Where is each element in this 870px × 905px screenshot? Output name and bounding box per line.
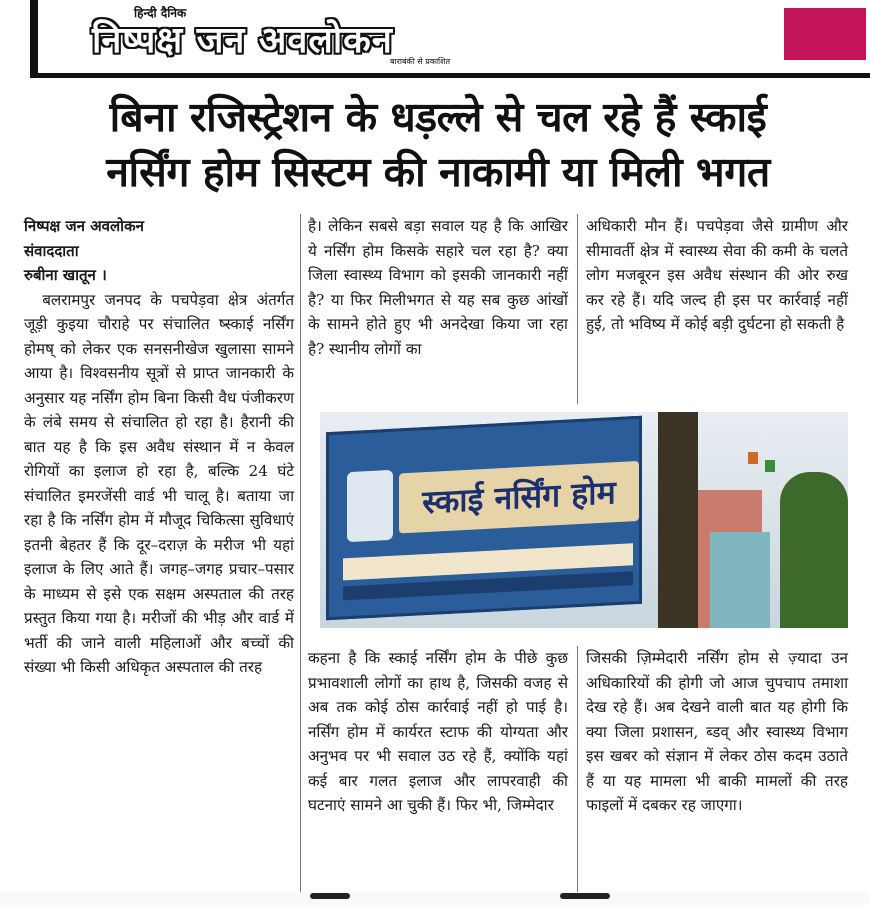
byline-source: निष्पक्ष जन अवलोकन — [24, 217, 144, 235]
masthead-tagline: बाराबंकी से प्रकाशित — [390, 57, 451, 66]
article-paragraph: बलरामपुर जनपद के पचपेड़वा क्षेत्र अंतर्गत जूड़ी कुइया चौराहे पर संचालित ष्स्काई नर्सिंग होमष् को लेकर एक सनसनीखेज खुलासा सामने आया है। विश्वसनीय सूत्रों से प्राप्त जानकारी के अनुसार यह नर्सिंग होम बिना किसी वैध पंजीकरण के लंबे समय से संचालित हो रहा है। हैरानी की बात यह है कि इस अवैध संस्थान में न केवल रोगियों का इलाज हो रहा है, बल्कि 24 घंटे संचालित इमरजेंसी वार्ड भी चालू है। बताया जा रहा है कि नर्सिंग होम में मौजूद चिकित्सा सुविधाएं इतनी बेहतर हैं कि दूर–दराज़ के मरीज भी यहां इलाज के लिए आते हैं। जगह–जगह प्रचार–पसार के माध्यम से इसे एक सक्षम अस्पताल की तरह प्रस्तुत किया गया है। मरीजों की भीड़ और वार्ड में भर्ती की जाने वाली महिलाओं और बच्चों की संख्या भी किसी अधिकृत अस्पताल की तरह — [24, 290, 294, 676]
masthead — [30, 0, 870, 78]
headline-line-1: बिना रजिस्ट्रेशन के धड़ल्ले से चल रहे हैं स्काई — [109, 93, 767, 141]
article-column-3-top: अधिकारी मौन हैं। पचपेड़वा जैसे ग्रामीण और सीमावर्ती क्षेत्र में स्वास्थ्य सेवा की कमी के चलते लोग मजबूरन इस अवैध संस्थान की ओर रुख कर रहे हैं। यदि जल्द ही इस पर कार्रवाई नहीं हुई, तो भविष्य में कोई बड़ी दुर्घटना हो सकती है — [586, 217, 848, 333]
masthead-accent-box — [784, 8, 866, 60]
cut-off-text-fragment — [560, 893, 610, 899]
article-column-1 — [24, 214, 294, 680]
photo-building — [710, 532, 770, 628]
byline-reporter: रुबीना खातून । — [24, 266, 107, 284]
photo-flag — [748, 452, 758, 464]
signboard-logo-icon — [347, 470, 393, 542]
nursing-home-signboard — [326, 416, 642, 621]
photo-tree — [780, 472, 848, 628]
column-divider — [300, 214, 301, 892]
article-column-2-bottom: कहना है कि स्काई नर्सिंग होम के पीछे कुछ प्रभावशाली लोगों का हाथ है, जिसकी वजह से अब तक कोई ठोस कार्रवाई नहीं हो पाई है। नर्सिंग होम में कार्यरत स्टाफ की योग्यता और अनुभव पर भी सवाल उठ रहे हैं, क्योंकि यहां कई बार गलत इलाज और लापरवाही की घटनाएं सामने आ चुकी हैं। फिर भी, जिम्मेदार — [308, 649, 568, 814]
article-column-3-bottom: जिसकी ज़िम्मेदारी नर्सिंग होम से ज़्यादा उन अधिकारियों की होगी जो आज चुपचाप तमाशा देख रहे हैं। अब देखने वाली बात यह होगी कि क्या जिला प्रशासन, ब्डव् और स्वास्थ्य विभाग इस खबर को संज्ञान में लेकर ठोस कदम उठाते हैं या यह मामला भी बाकी मामलों की तरह फाइलों में दबकर रह जाएगा। — [586, 649, 848, 814]
page-bottom-edge — [0, 892, 870, 905]
photo-tree-trunk — [658, 412, 698, 628]
column-divider — [577, 214, 578, 404]
cut-off-text-fragment — [310, 893, 350, 899]
masthead-left-bar — [30, 0, 38, 78]
headline — [18, 90, 858, 200]
headline-line-2: नर्सिंग होम सिस्टम की नाकामी या मिली भगत — [106, 148, 770, 196]
column-divider — [577, 646, 578, 892]
masthead-subtitle: हिन्दी दैनिक — [134, 6, 187, 20]
byline-role: संवाददाता — [24, 241, 79, 260]
signboard-title: स्काई नर्सिंग होम — [399, 461, 639, 534]
newspaper-title: निष्पक्ष जन अवलोकन — [92, 20, 393, 61]
photo-flag — [765, 460, 775, 472]
news-photo — [320, 412, 848, 628]
article-column-2-top: है। लेकिन सबसे बड़ा सवाल यह है कि आखिर ये नर्सिंग होम किसके सहारे चल रहा है? क्या जिला स्वास्थ्य विभाग को इसकी जानकारी नहीं है? या फिर मिलीभगत से यह सब कुछ आंखों के सामने होते हुए भी अनदेखा किया जा रहा है? स्थानीय लोगों का — [308, 217, 568, 358]
